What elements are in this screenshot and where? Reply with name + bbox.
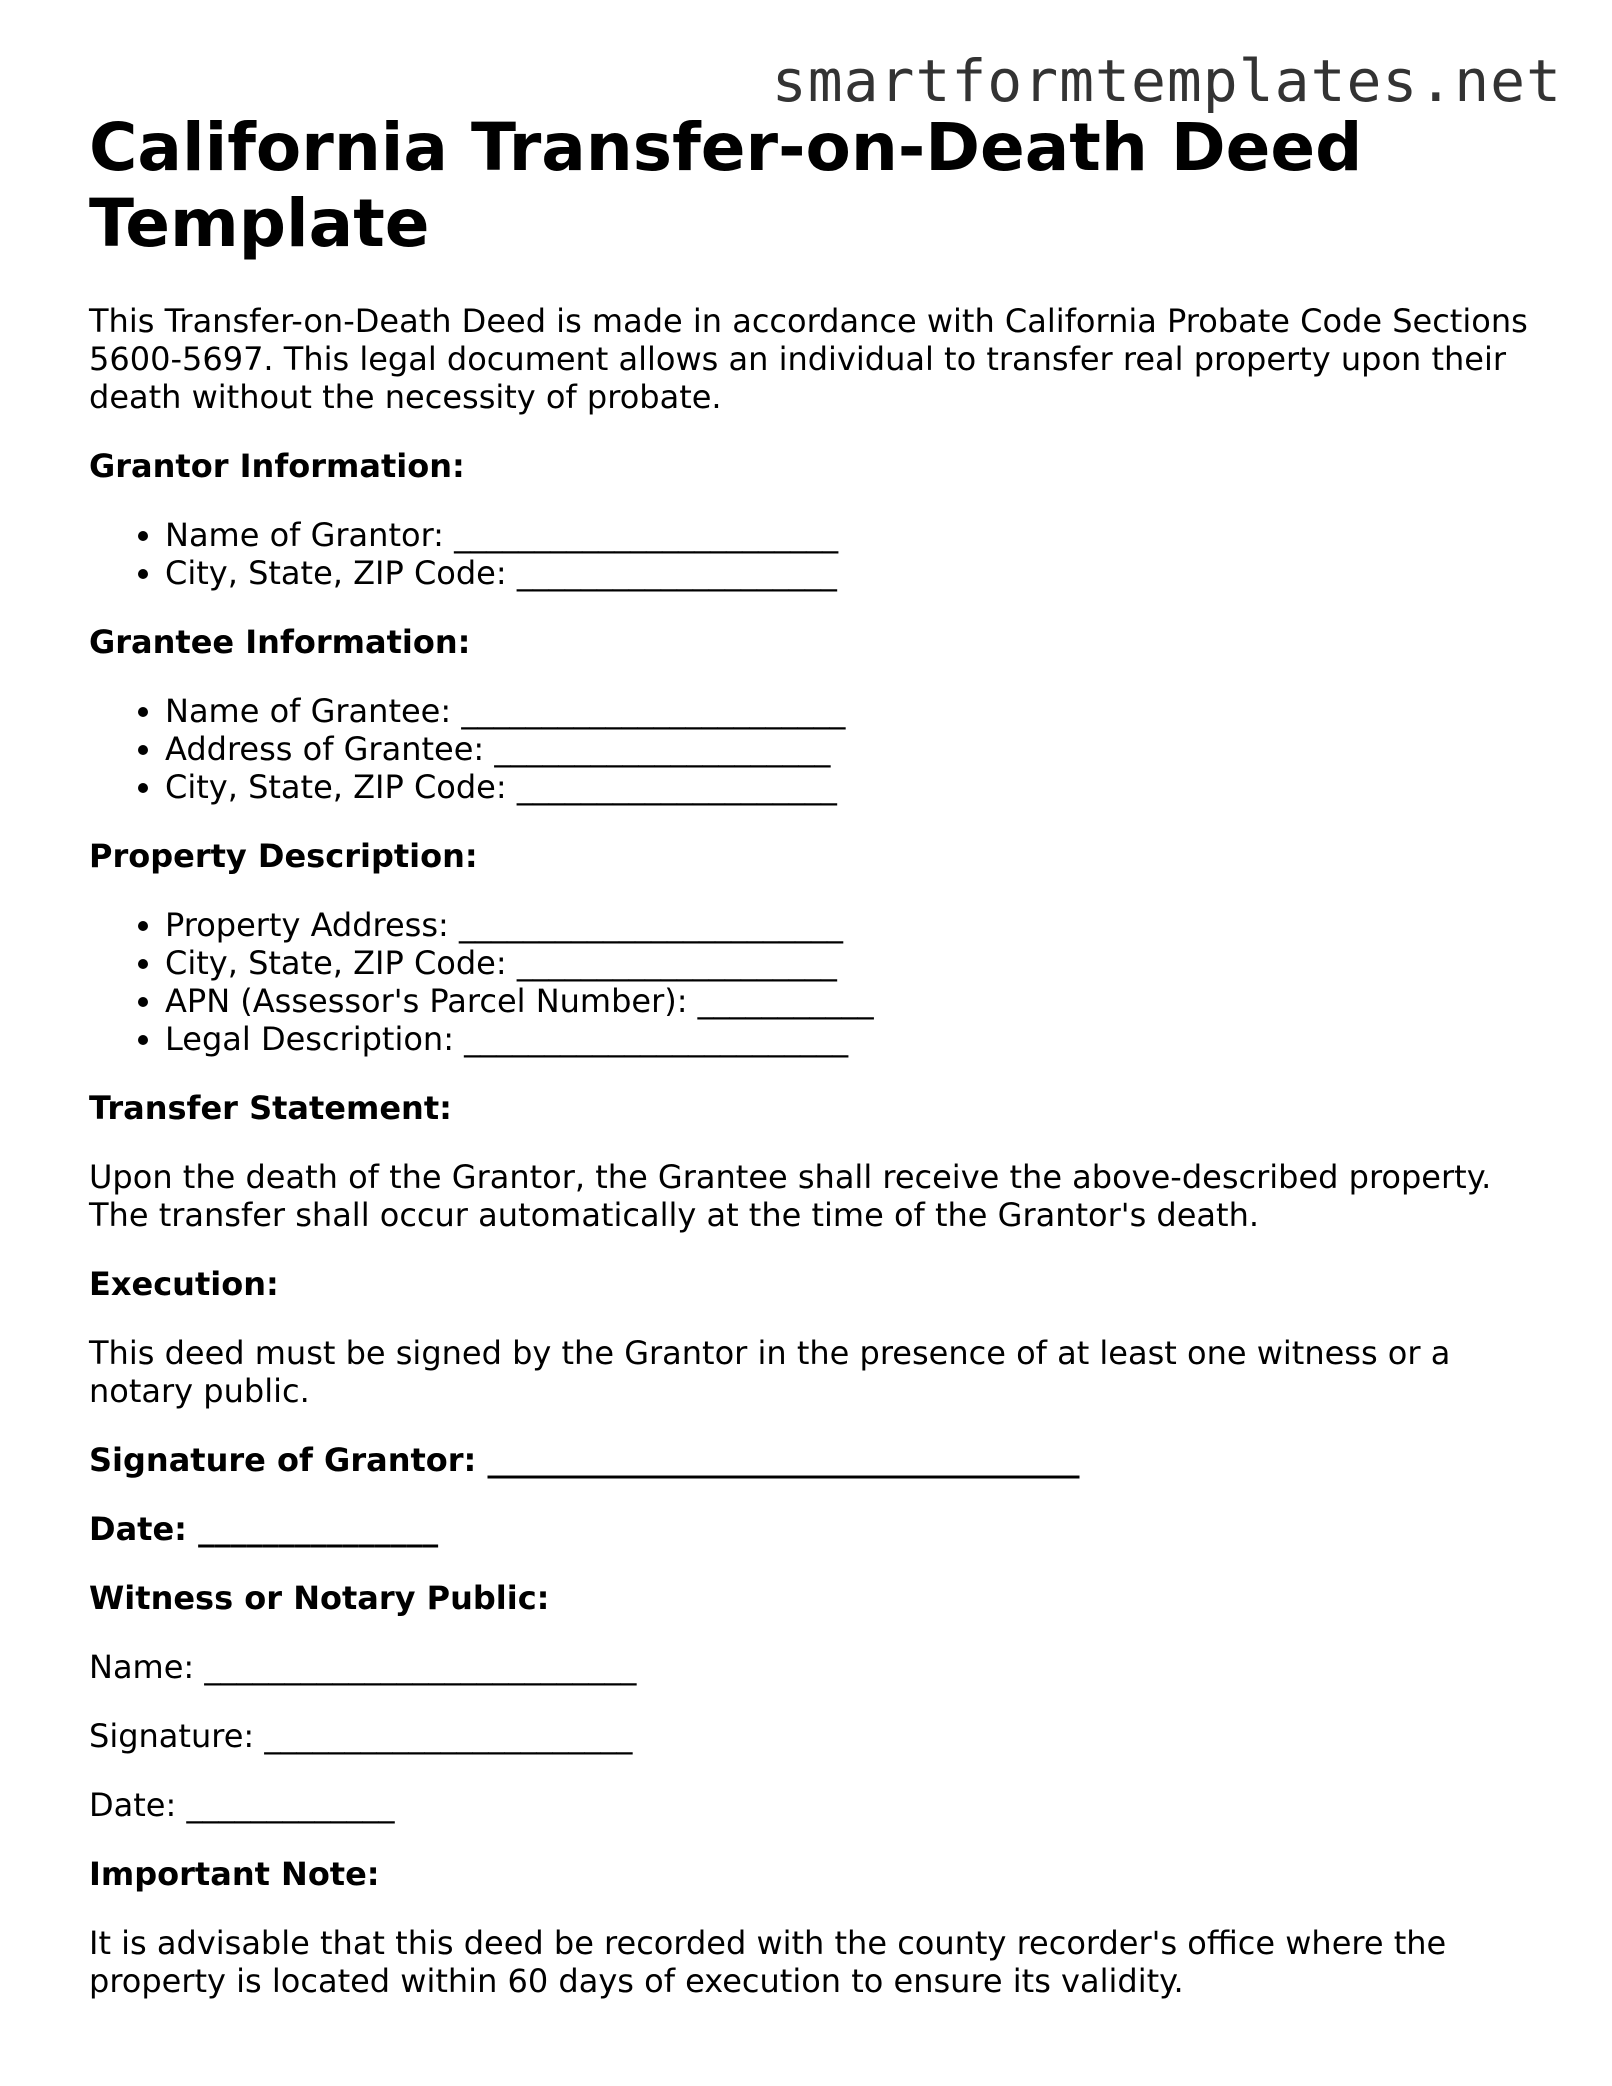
grantor-list: [89, 516, 1549, 592]
watermark: smartformtemplates.net: [771, 47, 1562, 115]
note-heading: Important Note:: [89, 1855, 380, 1893]
transfer-heading: Transfer Statement:: [89, 1089, 452, 1127]
grantor-name-field[interactable]: • Name of Grantor: ________________________: [165, 516, 1549, 554]
property-apn-field[interactable]: • APN (Assessor's Parcel Number): ___________: [165, 982, 1549, 1020]
execution-paragraph: This deed must be signed by the Grantor in the presence of at least one witness or a notary public.: [89, 1334, 1451, 1410]
grantor-heading: Grantor Information:: [89, 447, 465, 485]
witness-date-field[interactable]: Date: _____________: [89, 1786, 395, 1824]
witness-signature-field[interactable]: Signature: _______________________: [89, 1717, 633, 1755]
grantee-name-field[interactable]: • Name of Grantee: ________________________: [165, 692, 1549, 730]
grantee-list: [89, 692, 1549, 806]
property-legal-description-field[interactable]: • Legal Description: ________________________: [165, 1020, 1549, 1058]
execution-heading: Execution:: [89, 1265, 279, 1303]
witness-heading: Witness or Notary Public:: [89, 1579, 550, 1617]
property-address-field[interactable]: • Property Address: ________________________: [165, 906, 1549, 944]
witness-name-field[interactable]: Name: ___________________________: [89, 1648, 637, 1686]
grantor-city-field[interactable]: • City, State, ZIP Code: ____________________: [165, 554, 1549, 592]
grantee-heading: Grantee Information:: [89, 623, 471, 661]
page-title: California Transfer-on-Death Deed Template: [89, 109, 1363, 262]
document-page: [89, 110, 1549, 2000]
grantor-date-field[interactable]: Date: _______________: [89, 1510, 439, 1548]
note-paragraph: It is advisable that this deed be recorded with the county recorder's office where the property is located within 60 days of execution to ensure its validity.: [89, 1924, 1447, 2000]
transfer-paragraph: Upon the death of the Grantor, the Grantee shall receive the above-described property. The transfer shall occur automatically at the time of the Grantor's death.: [89, 1158, 1492, 1234]
grantor-signature-field[interactable]: Signature of Grantor: _____________________________________: [89, 1441, 1080, 1479]
property-list: [89, 906, 1549, 1058]
property-city-field[interactable]: • City, State, ZIP Code: ____________________: [165, 944, 1549, 982]
intro-paragraph: This Transfer-on-Death Deed is made in accordance with California Probate Code Sections 5600-5697. This legal document allows an individual to transfer real property upon their death without the necessity of probate.: [89, 302, 1528, 416]
grantee-address-field[interactable]: • Address of Grantee: _____________________: [165, 730, 1549, 768]
property-heading: Property Description:: [89, 837, 478, 875]
grantee-city-field[interactable]: • City, State, ZIP Code: ____________________: [165, 768, 1549, 806]
